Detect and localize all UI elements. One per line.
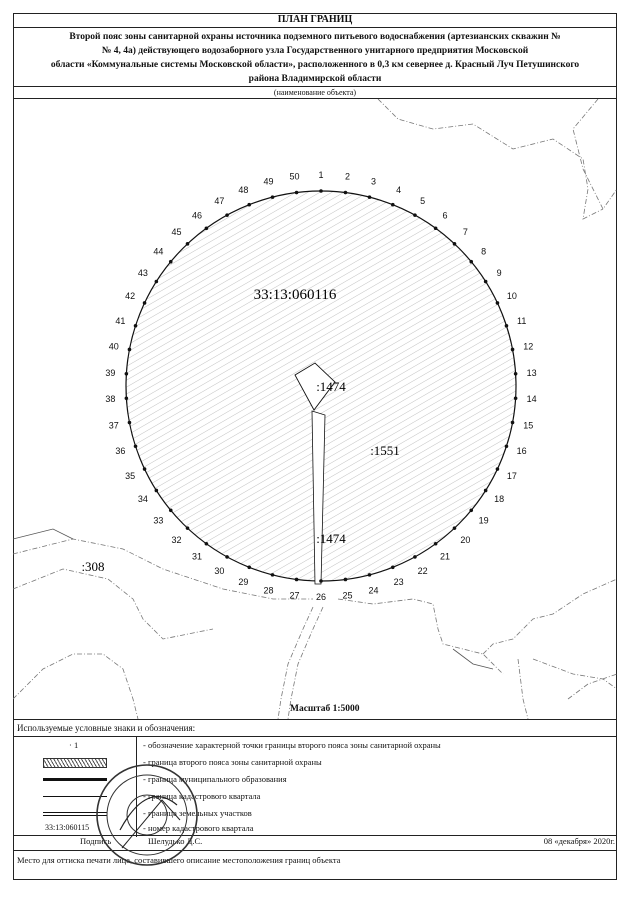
boundary-point-label: 30 xyxy=(214,565,225,576)
boundary-point-label: 16 xyxy=(516,446,527,457)
boundary-point xyxy=(134,444,138,448)
boundary-point xyxy=(143,467,147,471)
boundary-point xyxy=(319,579,323,583)
boundary-point xyxy=(225,555,229,559)
boundary-point xyxy=(391,566,395,570)
boundary-point xyxy=(484,280,488,284)
boundary-point xyxy=(469,508,473,512)
boundary-point-label: 40 xyxy=(108,341,119,352)
boundary-point-label: 37 xyxy=(108,420,119,431)
boundary-point xyxy=(514,396,518,400)
boundary-point-label: 28 xyxy=(263,585,274,596)
boundary-point xyxy=(205,226,209,230)
parcel-label: :1551 xyxy=(370,443,400,458)
object-name-line: Второй пояс зоны санитарной охраны источника подземного питьевого водоснабжения (артезианских скважин № xyxy=(69,32,561,42)
boundary-point-label: 9 xyxy=(496,267,502,278)
boundary-point xyxy=(496,467,500,471)
boundary-point xyxy=(143,301,147,305)
boundary-point-label: 17 xyxy=(506,470,517,481)
parcel-label: :1474 xyxy=(316,531,346,546)
boundary-point-label: 6 xyxy=(442,210,448,221)
object-name-divider xyxy=(13,86,617,87)
boundary-point xyxy=(511,421,515,425)
boundary-point-label: 27 xyxy=(289,590,300,601)
boundary-point xyxy=(514,372,518,376)
boundary-point xyxy=(134,324,138,328)
boundary-point-label: 43 xyxy=(137,267,148,278)
boundary-point xyxy=(125,372,129,376)
boundary-point xyxy=(128,421,132,425)
boundary-point-label: 23 xyxy=(393,577,404,588)
boundary-point xyxy=(169,260,173,264)
boundary-point-label: 8 xyxy=(481,246,487,257)
boundary-point xyxy=(496,301,500,305)
object-name-line: № 4, 4а) действующего водозаборного узла Государственного унитарного предприятия Московской xyxy=(101,46,529,56)
boundary-point-label: 35 xyxy=(125,470,136,481)
boundary-point-label: 22 xyxy=(417,565,428,576)
boundary-point xyxy=(295,191,299,195)
boundary-point-label: 39 xyxy=(105,367,116,378)
boundary-point-label: 42 xyxy=(125,291,136,302)
boundary-point-label: 31 xyxy=(191,551,202,562)
boundary-point-label: 24 xyxy=(368,585,379,596)
boundary-point xyxy=(391,203,395,207)
boundary-point xyxy=(413,213,417,217)
legend-text: - граница муниципального образования xyxy=(143,774,287,784)
boundary-point-label: 2 xyxy=(344,171,350,182)
boundary-point-label: 18 xyxy=(494,494,505,505)
boundary-point-label: 12 xyxy=(523,341,534,352)
boundary-point-label: 19 xyxy=(478,515,489,526)
boundary-point xyxy=(169,508,173,512)
boundary-point xyxy=(453,242,457,246)
point-marker-symbol: · 1 xyxy=(69,740,79,750)
boundary-point-label: 46 xyxy=(191,210,202,221)
boundary-point xyxy=(511,348,515,352)
boundary-point-label: 49 xyxy=(263,176,274,187)
boundary-point xyxy=(505,444,509,448)
boundary-point-label: 21 xyxy=(440,551,451,562)
quarter-number-symbol: 33:13:060115 xyxy=(45,823,90,832)
map-scale: Масштаб 1:5000 xyxy=(290,704,360,714)
boundary-point xyxy=(453,526,457,530)
boundary-point-label: 11 xyxy=(517,315,527,326)
map-divider xyxy=(13,719,617,720)
boundary-point xyxy=(155,489,159,493)
boundary-point-label: 14 xyxy=(526,394,537,405)
page-title: ПЛАН ГРАНИЦ xyxy=(277,14,353,25)
boundary-point xyxy=(247,203,251,207)
boundary-point-label: 5 xyxy=(420,196,426,207)
boundary-point-label: 34 xyxy=(137,494,148,505)
boundary-point xyxy=(186,242,190,246)
boundary-point xyxy=(434,226,438,230)
legend-title: Используемые условные знаки и обозначения: xyxy=(17,723,196,733)
boundary-point xyxy=(225,213,229,217)
boundary-point xyxy=(368,573,372,577)
boundary-point-label: 15 xyxy=(523,420,534,431)
title-divider xyxy=(13,27,617,28)
boundary-point-label: 33 xyxy=(153,515,164,526)
legend-text: - граница земельных участков xyxy=(143,808,252,818)
boundary-point-label: 13 xyxy=(526,367,537,378)
boundary-point xyxy=(505,324,509,328)
map-canvas xyxy=(13,99,617,719)
boundary-point xyxy=(128,348,132,352)
boundary-point xyxy=(344,578,348,582)
boundary-point-label: 4 xyxy=(396,184,402,195)
boundary-point xyxy=(205,542,209,546)
boundary-point xyxy=(271,573,275,577)
boundary-point-label: 7 xyxy=(462,227,468,238)
boundary-point-label: 41 xyxy=(115,315,126,326)
parcel-label: :1474 xyxy=(316,379,346,394)
boundary-map xyxy=(13,99,617,719)
boundary-point xyxy=(344,191,348,195)
boundary-point-label: 3 xyxy=(370,176,376,187)
boundary-point xyxy=(368,195,372,199)
boundary-point-label: 20 xyxy=(460,534,471,545)
boundary-point-label: 38 xyxy=(105,394,116,405)
boundary-point-label: 47 xyxy=(214,196,225,207)
legend-row xyxy=(13,737,617,754)
legend-text: - номер кадастрового квартала xyxy=(143,823,254,833)
boundary-point xyxy=(125,396,129,400)
boundary-point xyxy=(413,555,417,559)
parcel-label: :308 xyxy=(81,559,105,574)
boundary-point xyxy=(484,489,488,493)
legend-text: - обозначение характерной точки границы второго пояса зоны санитарной охраны xyxy=(143,740,441,750)
boundary-point-label: 36 xyxy=(115,446,126,457)
boundary-point-label: 44 xyxy=(153,246,164,257)
seal-stamp xyxy=(92,760,202,870)
legend-text: - граница кадастрового квартала xyxy=(143,791,261,801)
legend-text: - граница второго пояса зоны санитарной охраны xyxy=(143,757,322,767)
boundary-point xyxy=(247,566,251,570)
stamp-place-caption: Место для оттиска печати лица, составившего описание местоположения границ объекта xyxy=(17,855,341,865)
boundary-point-label: 29 xyxy=(238,577,249,588)
signature-date: 08 «декабря» 2020г. xyxy=(543,836,615,846)
boundary-point xyxy=(434,542,438,546)
object-name-caption: (наименование объекта) xyxy=(273,88,357,97)
object-name-line: района Владимирской области xyxy=(248,74,382,84)
boundary-point-label: 48 xyxy=(238,184,249,195)
boundary-point-label: 10 xyxy=(506,291,517,302)
boundary-point-label: 26 xyxy=(315,592,327,602)
signatory-name: Шелудько Д.С. xyxy=(148,836,203,846)
boundary-point xyxy=(155,280,159,284)
boundary-point xyxy=(271,195,275,199)
boundary-point-label: 45 xyxy=(171,227,182,238)
boundary-point-label: 1 xyxy=(318,170,324,180)
boundary-point xyxy=(295,578,299,582)
signature-label: Подпись xyxy=(80,836,112,846)
boundary-point-label: 32 xyxy=(171,534,182,545)
boundary-point xyxy=(469,260,473,264)
boundary-point-label: 50 xyxy=(289,171,300,182)
quarter-label: 33:13:060116 xyxy=(253,287,337,303)
object-name xyxy=(40,30,590,86)
boundary-point xyxy=(186,526,190,530)
boundary-point-label: 25 xyxy=(342,590,353,601)
boundary-point xyxy=(319,189,323,193)
object-name-line: области «Коммунальные системы Московской области», расположенного в 0,3 км севернее д. Красный Луч Петушинского xyxy=(50,60,580,70)
legend-symbol xyxy=(13,737,137,754)
